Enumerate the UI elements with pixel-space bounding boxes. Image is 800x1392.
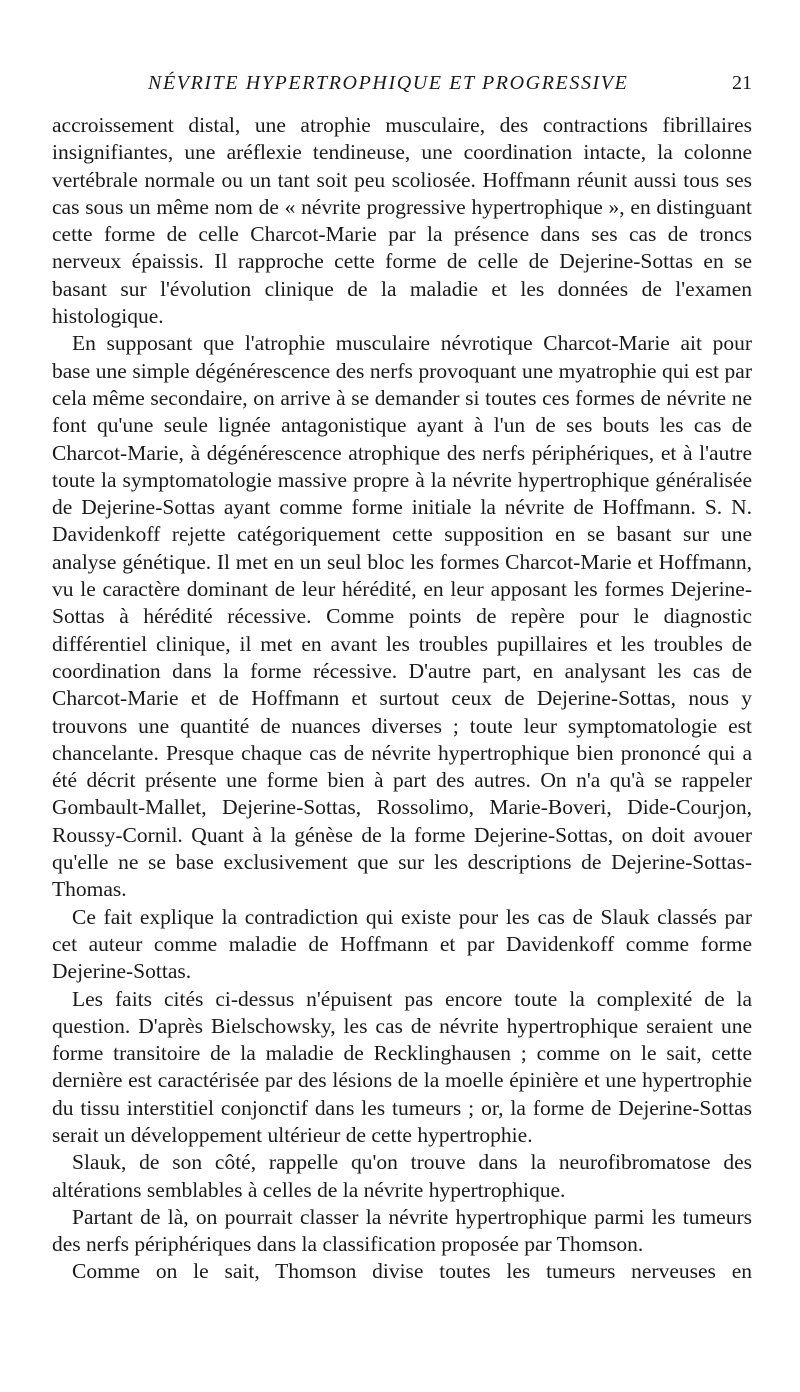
paragraph-7: Comme on le sait, Thomson divise toutes les tumeurs nerveuses en	[72, 1259, 752, 1284]
paragraph-5: Slauk, de son côté, rappelle qu'on trouve dans la neurofibromatose des altérations semblables à celles de la névrite hypertrophique.	[52, 1150, 752, 1202]
paragraph-2: En supposant que l'atrophie musculaire névrotique Charcot-Marie ait pour base une simple dégénérescence des nerfs provoquant une myatrophie qui est par cela même secondaire, on arrive à se demander si toutes ces formes de névrite ne font qu'une seule lignée antagonistique ayant à l'un de ses bouts les cas de Charcot-Marie, à dégénérescence atrophique des nerfs périphériques, et à l'autre toute la symptomatologie massive propre à la névrite hypertrophique généralisée de Dejerine-Sottas ayant comme forme initiale la névrite de Hoffmann. S. N. Davidenkoff rejette catégoriquement cette supposition en se basant sur une analyse génétique. Il met en un seul bloc les formes Charcot-Marie et Hoffmann, vu le caractère dominant de leur hérédité, en leur apposant les formes Dejerine-Sottas à hérédité récessive. Comme points de repère pour le diagnostic différentiel clinique, il met en avant les troubles pupillaires et les troubles de coordination dans la forme récessive. D'autre part, en analysant les cas de Charcot-Marie et de Hoffmann et surtout ceux de Dejerine-Sottas, nous y trouvons une quantité de nuances diverses ; toute leur symptomatologie est chancelante. Presque chaque cas de névrite hypertrophique bien prononcé qui a été décrit présente une forme bien à part des autres. On n'a qu'à se rappeler Gombault-Mallet, Dejerine-Sottas, Rossolimo, Marie-Boveri, Dide-Courjon, Roussy-Cornil. Quant à la génèse de la forme Dejerine-Sottas, on doit avouer qu'elle ne se base exclusivement que sur les descriptions de Dejerine-Sottas-Thomas.	[52, 331, 752, 902]
paragraph-6: Partant de là, on pourrait classer la névrite hypertrophique parmi les tumeurs des nerfs périphériques dans la classification proposée par Thomson.	[52, 1204, 752, 1257]
paragraph-3: Ce fait explique la contradiction qui existe pour les cas de Slauk classés par cet auteur comme maladie de Hoffmann et par Davidenkoff comme forme Dejerine-Sottas.	[52, 904, 752, 984]
running-header	[52, 72, 752, 102]
body-text	[52, 112, 752, 1286]
paragraph-4: Les faits cités ci-dessus n'épuisent pas encore toute la complexité de la question. D'après Bielschowsky, les cas de névrite hypertrophique seraient une forme transitoire de la maladie de Recklinghausen ; comme on le sait, cette dernière est caractérisée par des lésions de la moelle épinière et une hypertrophie du tissu interstitiel conjonctif dans les tumeurs ; or, la forme de Dejerine-Sottas serait un développement ultérieur de cette hypertrophie.	[52, 986, 752, 1147]
paragraph-1: accroissement distal, une atrophie musculaire, des contractions fibrillaires insignifiantes, une aréflexie tendineuse, une coordination intacte, la colonne vertébrale normale ou un tant soit peu scoliosée. Hoffmann réunit aussi tous ses cas sous un même nom de « névrite progressive hypertrophique », en distinguant cette forme de celle Charcot-Marie par la présence dans ses cas de troncs nerveux épaissis. Il rapproche cette forme de celle de Dejerine-Sottas en se basant sur l'évolution clinique de la maladie et les données de l'examen histologique.	[52, 113, 752, 329]
running-title: NÉVRITE HYPERTROPHIQUE ET PROGRESSIVE	[148, 72, 629, 94]
page-number: 21	[732, 72, 752, 94]
